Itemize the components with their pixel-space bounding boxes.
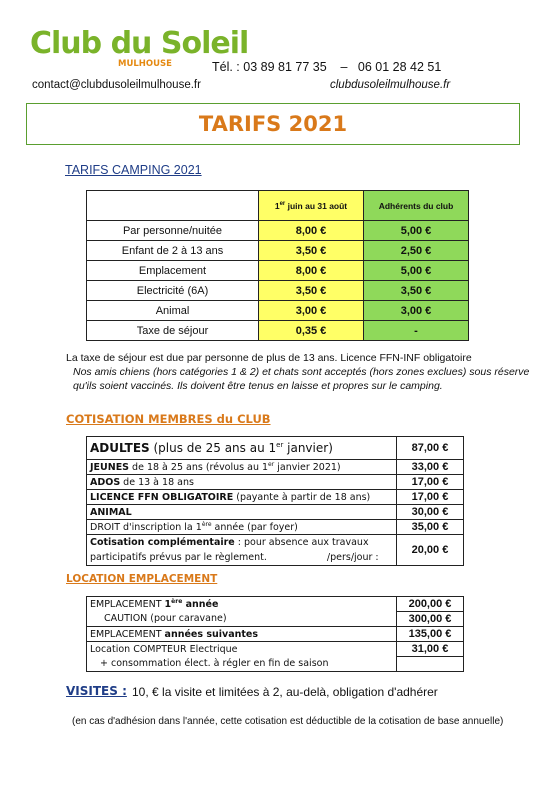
row-members-price: 5,00 € [364, 261, 469, 281]
pets-note: Nos amis chiens (hors catégories 1 & 2) et chats sont acceptés (hors zones exclues) sous réserve qu'ils soient vaccinés. Ils doivent être tenus en laisse et propres sur le camping. [73, 366, 530, 392]
ados-label: ADOS de 13 à 18 ans [87, 475, 397, 490]
footnote: (en cas d'adhésion dans l'année, cette cotisation est déductible de la cotisation de base annuelle) [72, 716, 504, 727]
table-row [87, 261, 469, 281]
complementaire-label: Cotisation complémentaire : pour absence aux travaux participatifs prévus par le règlement. /pers/jour : [87, 535, 397, 566]
table-row [87, 490, 464, 505]
emplacement-next-label: EMPLACEMENT années suivantes [87, 627, 397, 642]
row-label: Electricité (6A) [87, 281, 259, 301]
table-row [87, 535, 464, 566]
visites-label: VISITES : [66, 684, 127, 698]
row-label: Par personne/nuitée [87, 221, 259, 241]
row-members-price: 3,00 € [364, 301, 469, 321]
row-label: Animal [87, 301, 259, 321]
website-address: clubdusoleilmulhouse.fr [330, 79, 451, 91]
row-period-price: 8,00 € [259, 261, 364, 281]
table-row [87, 627, 464, 642]
animal-price: 30,00 € [397, 505, 464, 520]
ados-price: 17,00 € [397, 475, 464, 490]
table-row [87, 281, 469, 301]
row-period-price: 0,35 € [259, 321, 364, 341]
logo-subtitle: MULHOUSE [118, 59, 172, 69]
emplacement-first-label: EMPLACEMENT 1ère année [87, 597, 397, 612]
table-row [87, 505, 464, 520]
camping-price-table [86, 190, 469, 341]
consommation-label: + consommation élect. à régler en fin de saison [87, 657, 397, 672]
cotisation-table [86, 436, 464, 566]
camping-heading: TARIFS CAMPING 2021 [65, 163, 202, 177]
header-members: Adhérents du club [364, 191, 469, 221]
adultes-price: 87,00 € [397, 437, 464, 460]
compteur-price: 31,00 € [397, 642, 464, 657]
location-table [86, 596, 464, 672]
jeunes-label: JEUNES de 18 à 25 ans (révolus au 1er janvier 2021) [87, 460, 397, 475]
phone-numbers: Tél. : 03 89 81 77 35 – 06 01 28 42 51 [212, 60, 442, 74]
row-period-price: 3,00 € [259, 301, 364, 321]
contact-email: contact@clubdusoleilmulhouse.fr [32, 79, 201, 91]
row-label: Enfant de 2 à 13 ans [87, 241, 259, 261]
table-row [87, 221, 469, 241]
consommation-price-empty [397, 657, 464, 672]
complementaire-price: 20,00 € [397, 535, 464, 566]
jeunes-price: 33,00 € [397, 460, 464, 475]
licence-price: 17,00 € [397, 490, 464, 505]
location-heading: LOCATION EMPLACEMENT [66, 573, 218, 585]
row-label: Emplacement [87, 261, 259, 281]
header-period: 1er juin au 31 août [259, 191, 364, 221]
compteur-label: Location COMPTEUR Electrique [87, 642, 397, 657]
visites-text: 10, € la visite et limitées à 2, au-delà, obligation d'adhérer [132, 685, 438, 699]
table-row [87, 321, 469, 341]
caution-price: 300,00 € [397, 612, 464, 627]
page-title: TARIFS 2021 [26, 103, 520, 145]
table-row [87, 241, 469, 261]
table-header-row [87, 191, 469, 221]
droit-price: 35,00 € [397, 520, 464, 535]
table-row [87, 597, 464, 612]
table-row [87, 301, 469, 321]
cotisation-heading: COTISATION MEMBRES du CLUB [66, 412, 271, 426]
tax-note: La taxe de séjour est due par personne de plus de 13 ans. Licence FFN-INF obligatoire [66, 352, 472, 364]
caution-label: CAUTION (pour caravane) [87, 612, 397, 627]
row-members-price: 3,50 € [364, 281, 469, 301]
row-period-price: 3,50 € [259, 241, 364, 261]
table-row [87, 657, 464, 672]
row-label: Taxe de séjour [87, 321, 259, 341]
club-logo: Club du Soleil [30, 26, 249, 61]
table-row [87, 475, 464, 490]
emplacement-next-price: 135,00 € [397, 627, 464, 642]
row-period-price: 3,50 € [259, 281, 364, 301]
droit-label: DROIT d'inscription la 1ère année (par foyer) [87, 520, 397, 535]
table-row [87, 460, 464, 475]
table-row [87, 642, 464, 657]
table-row [87, 520, 464, 535]
row-members-price: 2,50 € [364, 241, 469, 261]
table-row [87, 437, 464, 460]
licence-label: LICENCE FFN OBLIGATOIRE (payante à partir de 18 ans) [87, 490, 397, 505]
adultes-label: ADULTES (plus de 25 ans au 1er janvier) [87, 437, 397, 460]
row-members-price: - [364, 321, 469, 341]
header-empty-cell [87, 191, 259, 221]
animal-label: ANIMAL [87, 505, 397, 520]
emplacement-first-price: 200,00 € [397, 597, 464, 612]
table-row [87, 612, 464, 627]
row-period-price: 8,00 € [259, 221, 364, 241]
row-members-price: 5,00 € [364, 221, 469, 241]
